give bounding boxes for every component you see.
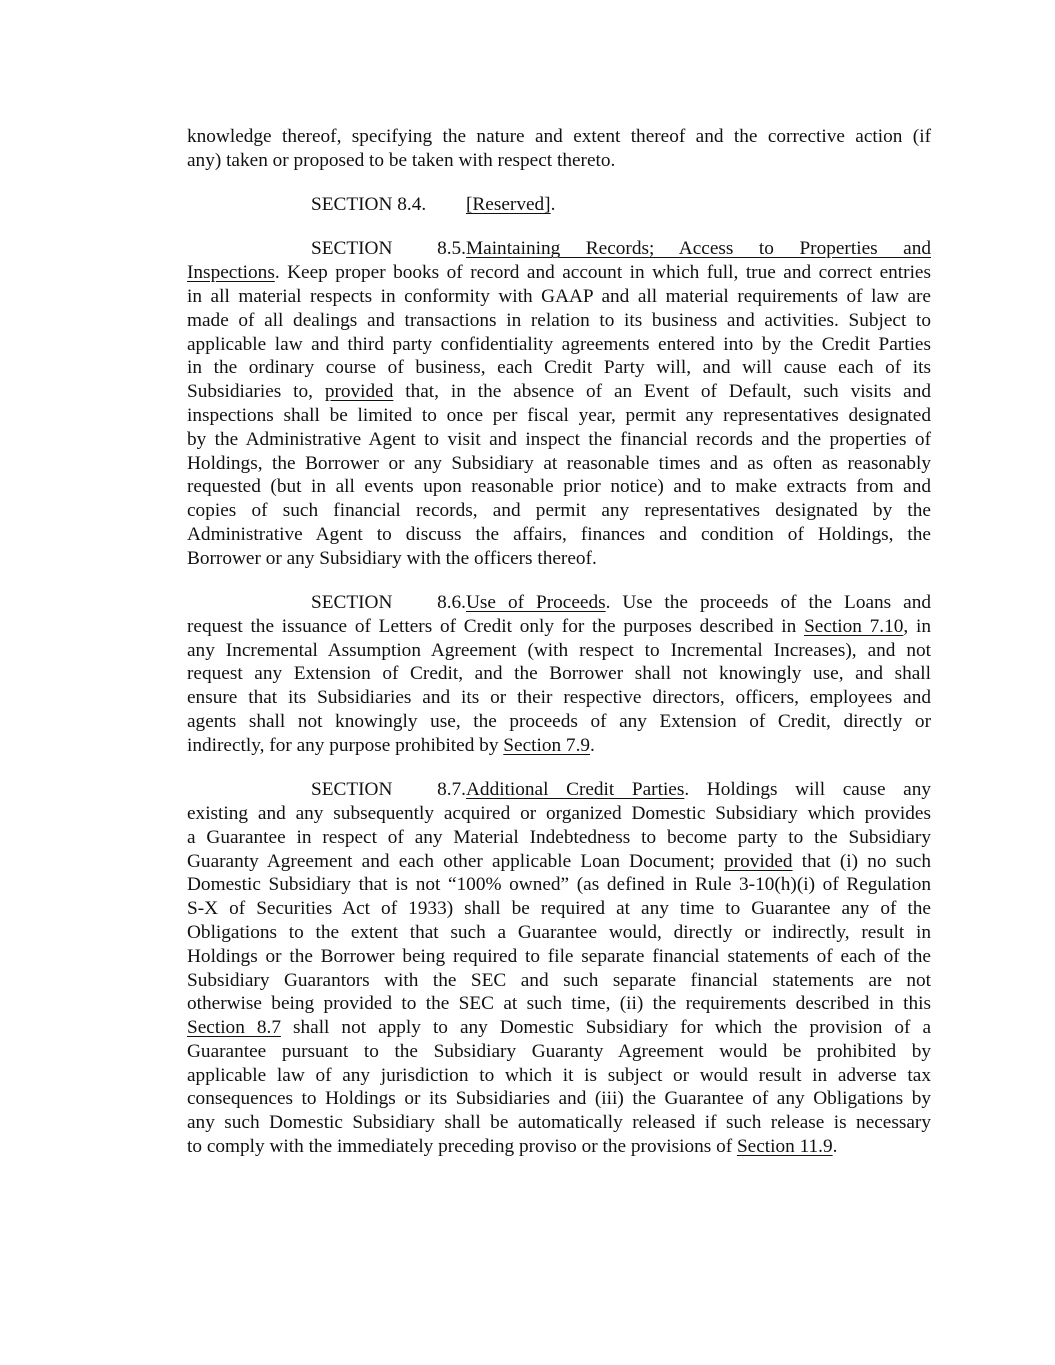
paragraph-gap — [187, 758, 931, 779]
text-line — [187, 873, 931, 897]
underlined-term: Maintaining Records; Access to Properties and — [466, 238, 931, 260]
text-segment: Guaranty Agreement and each other applicable Loan Document; — [187, 850, 725, 872]
paragraph-gap — [187, 217, 931, 238]
text-segment: . — [832, 1136, 838, 1158]
paragraph-gap — [187, 173, 931, 194]
text-line — [187, 523, 931, 547]
underlined-term: Use of Proceeds — [466, 592, 606, 614]
text-line — [187, 992, 931, 1016]
document-page — [187, 125, 931, 1159]
text-segment: in the ordinary course of business, each Credit Party will, and will cause each of its — [187, 357, 931, 379]
sections-container — [187, 173, 931, 1159]
continuation-paragraph — [187, 125, 931, 173]
text-segment: otherwise being provided to the SEC at such time, (ii) the requirements described in this — [187, 993, 931, 1015]
text-line — [187, 710, 931, 734]
text-line — [187, 802, 931, 826]
text-line — [187, 639, 931, 663]
section-number: SECTION 8.6. — [311, 592, 466, 614]
text-line — [187, 356, 931, 380]
text-segment: consequences to Holdings or its Subsidiaries and (iii) the Guarantee of any Obligations by — [187, 1088, 931, 1110]
text-line — [187, 261, 931, 285]
text-segment: inspections shall be limited to once per fiscal year, permit any representatives designated — [187, 404, 931, 426]
text-line — [187, 333, 931, 357]
text-segment: Obligations to the extent that such a Guarantee would, directly or indirectly, result in — [187, 921, 931, 943]
section-reference: Section 8.7 — [187, 1017, 281, 1039]
text-segment: any Incremental Assumption Agreement (with respect to Incremental Increases), and not — [187, 639, 931, 661]
section-8-7 — [187, 778, 931, 1159]
section-reference: Section 7.10 — [804, 615, 904, 637]
text-segment: indirectly, for any purpose prohibited by — [187, 734, 504, 756]
text-segment: Subsidiaries to, — [187, 381, 325, 403]
text-line — [187, 969, 931, 993]
text-line — [187, 193, 931, 217]
section-8-5 — [187, 237, 931, 570]
text-segment: existing and any subsequently acquired or organized Domestic Subsidiary which provides — [187, 802, 931, 824]
text-line — [187, 1064, 931, 1088]
text-segment: a Guarantee in respect of any Material Indebtedness to become party to the Subsidiary — [187, 826, 931, 848]
text-line — [187, 149, 931, 173]
text-line — [187, 475, 931, 499]
text-segment: Guarantee pursuant to the Subsidiary Guaranty Agreement would be prohibited by — [187, 1040, 931, 1062]
text-segment: by the Administrative Agent to visit and inspect the financial records and the properties of — [187, 428, 931, 450]
text-segment: that, in the absence of an Event of Default, such visits and — [393, 381, 931, 403]
underlined-term: provided — [324, 381, 394, 403]
text-segment: request any Extension of Credit, and the Borrower shall not knowingly use, and shall — [187, 663, 931, 685]
text-line — [187, 662, 931, 686]
text-segment: Holdings or the Borrower being required to file separate financial statements of each of the — [187, 945, 931, 967]
text-line — [187, 734, 931, 758]
text-line — [187, 591, 931, 615]
text-line — [187, 404, 931, 428]
text-segment: knowledge thereof, specifying the nature and extent thereof and the corrective action (if — [187, 126, 931, 147]
text-segment: . Use the proceeds of the Loans and — [605, 592, 931, 614]
text-segment: . Holdings will cause any — [684, 779, 931, 801]
section-8-6 — [187, 591, 931, 758]
text-segment: to comply with the immediately preceding proviso or the provisions of — [187, 1136, 737, 1158]
text-line — [187, 452, 931, 476]
text-line — [187, 850, 931, 874]
text-line — [187, 615, 931, 639]
text-line — [187, 380, 931, 404]
text-line — [187, 1016, 931, 1040]
text-line — [187, 921, 931, 945]
underlined-term: Inspections — [187, 262, 275, 284]
text-line — [187, 547, 931, 571]
text-segment: ensure that its Subsidiaries and its or their respective directors, officers, employees and — [187, 687, 931, 709]
text-line — [187, 309, 931, 333]
text-segment: Borrower or any Subsidiary with the officers thereof. — [187, 547, 597, 569]
text-segment: Domestic Subsidiary that is not “100% owned” (as defined in Rule 3-10(h)(i) of Regulation — [187, 874, 931, 896]
section-number: SECTION 8.5. — [311, 238, 466, 260]
text-segment: . Keep proper books of record and account in which full, true and correct entries — [274, 262, 931, 284]
text-line — [187, 285, 931, 309]
text-line — [187, 1111, 931, 1135]
text-line — [187, 1040, 931, 1064]
text-segment: Administrative Agent to discuss the affairs, finances and condition of Holdings, the — [187, 523, 931, 545]
text-segment: S-X of Securities Act of 1933) shall be required at any time to Guarantee any of the — [187, 898, 931, 920]
text-segment: any) taken or proposed to be taken with respect thereto. — [187, 149, 616, 171]
text-segment: applicable law and third party confidentiality agreements entered into by the Credit Parties — [187, 333, 931, 355]
underlined-term: Additional Credit Parties — [466, 779, 685, 801]
text-segment: Holdings, the Borrower or any Subsidiary at reasonable times and as often as reasonably — [187, 452, 931, 474]
section-number: SECTION 8.7. — [311, 779, 466, 801]
text-line — [187, 428, 931, 452]
underlined-term: [Reserved] — [466, 194, 551, 216]
section-reference: Section 7.9 — [503, 734, 591, 756]
paragraph-gap — [187, 571, 931, 592]
text-segment: shall not apply to any Domestic Subsidiary for which the provision of a — [280, 1017, 931, 1039]
text-line — [187, 826, 931, 850]
text-segment: in all material respects in conformity with GAAP and all material requirements of law are — [187, 285, 931, 307]
section-8-4 — [187, 193, 931, 217]
text-segment: . — [550, 194, 556, 216]
text-segment: copies of such financial records, and permit any representatives designated by the — [187, 500, 931, 522]
text-line — [187, 1087, 931, 1111]
text-line — [187, 897, 931, 921]
underlined-term: provided — [724, 850, 793, 872]
text-line — [187, 945, 931, 969]
section-reference: Section 11.9 — [736, 1136, 833, 1158]
text-segment: agents shall not knowingly use, the proceeds of any Extension of Credit, directly or — [187, 711, 931, 733]
text-segment: , in — [903, 615, 931, 637]
section-number: SECTION 8.4. — [311, 194, 427, 216]
text-segment: Subsidiary Guarantors with the SEC and such separate financial statements are not — [187, 969, 931, 991]
text-line — [187, 778, 931, 802]
text-line — [187, 125, 931, 149]
text-segment: requested (but in all events upon reasonable prior notice) and to make extracts from and — [187, 476, 931, 498]
text-segment: . — [590, 734, 595, 756]
text-line — [187, 686, 931, 710]
text-segment: any such Domestic Subsidiary shall be automatically released if such release is necessary — [187, 1112, 931, 1134]
text-line — [187, 499, 931, 523]
text-line — [187, 237, 931, 261]
text-segment: made of all dealings and transactions in relation to its business and activities. Subject to — [187, 309, 931, 331]
text-line — [187, 1135, 931, 1159]
text-segment: request the issuance of Letters of Credit only for the purposes described in — [187, 615, 805, 637]
text-segment: applicable law of any jurisdiction to which it is subject or would result in adverse tax — [187, 1064, 931, 1086]
text-segment: that (i) no such — [792, 850, 931, 872]
